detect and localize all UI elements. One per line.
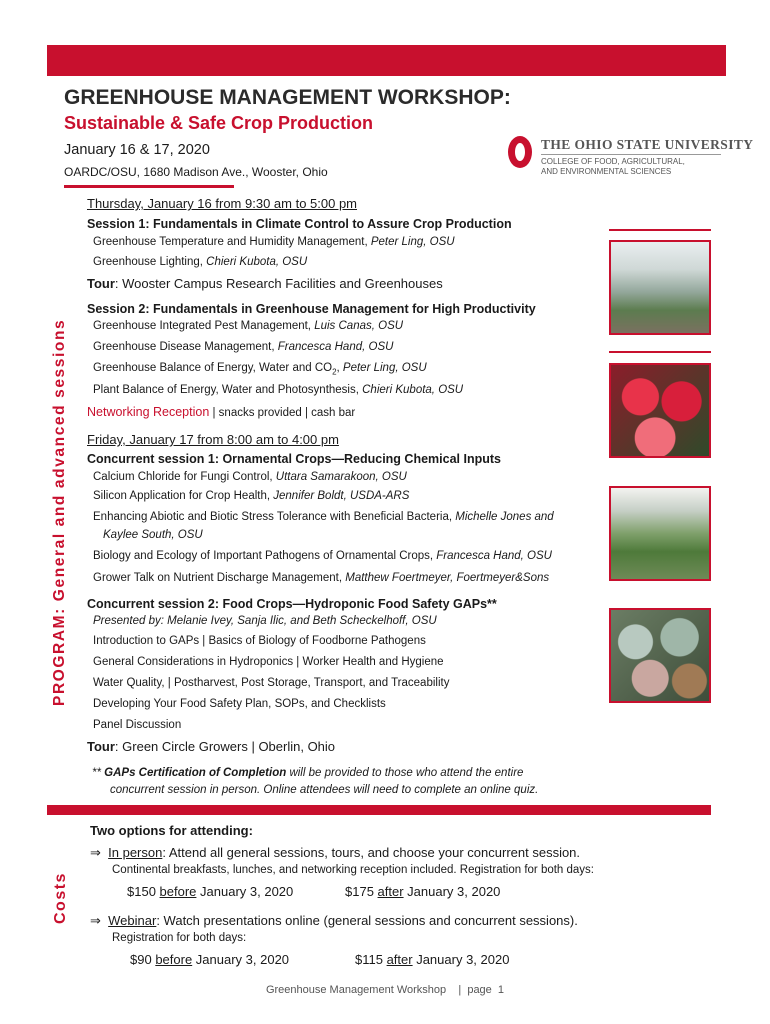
photo-divider: [609, 229, 711, 231]
list-item: Greenhouse Disease Management, Francesca Hand, OSU: [93, 341, 394, 353]
list-item: Greenhouse Temperature and Humidity Management, Peter Ling, OSU: [93, 236, 455, 248]
greenhouse-photo: [609, 240, 711, 335]
in-person-early-price: $150 before January 3, 2020: [127, 884, 294, 899]
page-subtitle: Sustainable & Safe Crop Production: [64, 113, 374, 133]
concurrent2-presenters: Presented by: Melanie Ivey, Sanja Ilic, and Beth Scheckelhoff, OSU: [93, 615, 437, 627]
header-red-bar: [47, 45, 726, 76]
list-item: Water Quality, | Postharvest, Post Storage, Transport, and Traceability: [93, 677, 450, 689]
webinar-early-price: $90 before January 3, 2020: [130, 952, 290, 967]
list-item: Silicon Application for Crop Health, Jennifer Boldt, USDA-ARS: [93, 490, 410, 502]
arrow-icon: ⇒: [90, 914, 101, 929]
list-item: Greenhouse Balance of Energy, Water and $CO_2$, Peter Ling, OSU: [93, 362, 427, 377]
in-person-late-price: $175 after January 3, 2020: [345, 884, 501, 899]
osu-logo: [508, 134, 754, 178]
concurrent2-title: Concurrent session 2: Food Crops—Hydroponic Food Safety GAPs**: [87, 597, 497, 611]
event-address: OARDC/OSU, 1680 Madison Ave., Wooster, Ohio: [64, 165, 328, 179]
poinsettia-photo: [609, 363, 711, 458]
costs-heading: Two options for attending:: [90, 823, 253, 838]
list-item: Panel Discussion: [93, 719, 182, 731]
block-o-icon: [508, 136, 532, 168]
networking-reception: Networking Reception | snacks provided | cash bar: [87, 405, 356, 419]
logo-college-name: [541, 157, 685, 177]
list-item: Greenhouse Integrated Pest Management, Luis Canas, OSU: [93, 320, 404, 332]
concurrent1-title: Concurrent session 1: Ornamental Crops—Reducing Chemical Inputs: [87, 452, 501, 466]
list-item: Developing Your Food Safety Plan, SOPs, and Checklists: [93, 698, 386, 710]
day2-heading: Friday, January 17 from 8:00 am to 4:00 pm: [87, 432, 339, 447]
list-item: Biology and Ecology of Important Pathogens of Ornamental Crops, Francesca Hand, OSU: [93, 550, 552, 562]
logo-university-name: THE OHIO STATE UNIVERSITY: [541, 137, 754, 152]
webinar-late-price: $115 after January 3, 2020: [355, 952, 510, 967]
photo-divider: [609, 351, 711, 353]
list-item: Kaylee South, OSU: [103, 529, 203, 541]
header-divider: [64, 185, 234, 188]
gaps-certification-note: ** GAPs Certification of Completion will be provided to those who attend the entire concurrent session in person. Online attendees will need to complete an online quiz.: [92, 767, 539, 796]
page-title: GREENHOUSE MANAGEMENT WORKSHOP:: [64, 86, 511, 109]
in-person-option: ⇒ In person: Attend all general sessions, tours, and choose your concurrent session.: [90, 845, 581, 861]
page-footer: Greenhouse Management Workshop | page 1: [265, 984, 505, 996]
session1-title: Session 1: Fundamentals in Climate Control to Assure Crop Production: [87, 217, 512, 231]
costs-red-bar: [47, 805, 711, 815]
list-item: Introduction to GAPs | Basics of Biology of Foodborne Pathogens: [93, 635, 426, 647]
costs-side-label: Costs: [52, 872, 69, 924]
session1-tour: Tour: Wooster Campus Research Facilities and Greenhouses: [87, 276, 443, 291]
day1-heading: Thursday, January 16 from 9:30 am to 5:00 pm: [87, 196, 358, 211]
event-date: January 16 & 17, 2020: [64, 142, 210, 158]
list-item: Calcium Chloride for Fungi Control, Uttara Samarakoon, OSU: [93, 471, 407, 483]
logo-divider: [541, 154, 721, 155]
session2-title: Session 2: Fundamentals in Greenhouse Management for High Productivity: [87, 302, 536, 316]
logo-college-line2: AND ENVIRONMENTAL SCIENCES: [541, 167, 672, 176]
succulents-photo: [609, 608, 711, 703]
program-side-label: PROGRAM: General and advanced sessions: [51, 318, 68, 706]
list-item: Enhancing Abiotic and Biotic Stress Tolerance with Beneficial Bacteria, Michelle Jones and: [93, 511, 554, 523]
in-person-details: Continental breakfasts, lunches, and networking reception included. Registration for both days:: [112, 864, 595, 876]
webinar-details: Registration for both days:: [112, 932, 247, 944]
arrow-icon: ⇒: [90, 846, 101, 861]
webinar-option: ⇒ Webinar: Watch presentations online (general sessions and concurrent sessions).: [90, 913, 578, 929]
greenhouse-crops-photo: [609, 486, 711, 581]
concurrent2-tour: Tour: Green Circle Growers | Oberlin, Ohio: [87, 739, 336, 754]
logo-college-line1: COLLEGE OF FOOD, AGRICULTURAL,: [541, 157, 685, 166]
list-item: Greenhouse Lighting, Chieri Kubota, OSU: [93, 256, 308, 268]
list-item: General Considerations in Hydroponics | Worker Health and Hygiene: [93, 656, 444, 668]
list-item: Grower Talk on Nutrient Discharge Management, Matthew Foertmeyer, Foertmeyer&Sons: [93, 572, 550, 584]
list-item: Plant Balance of Energy, Water and Photosynthesis, Chieri Kubota, OSU: [93, 384, 464, 396]
